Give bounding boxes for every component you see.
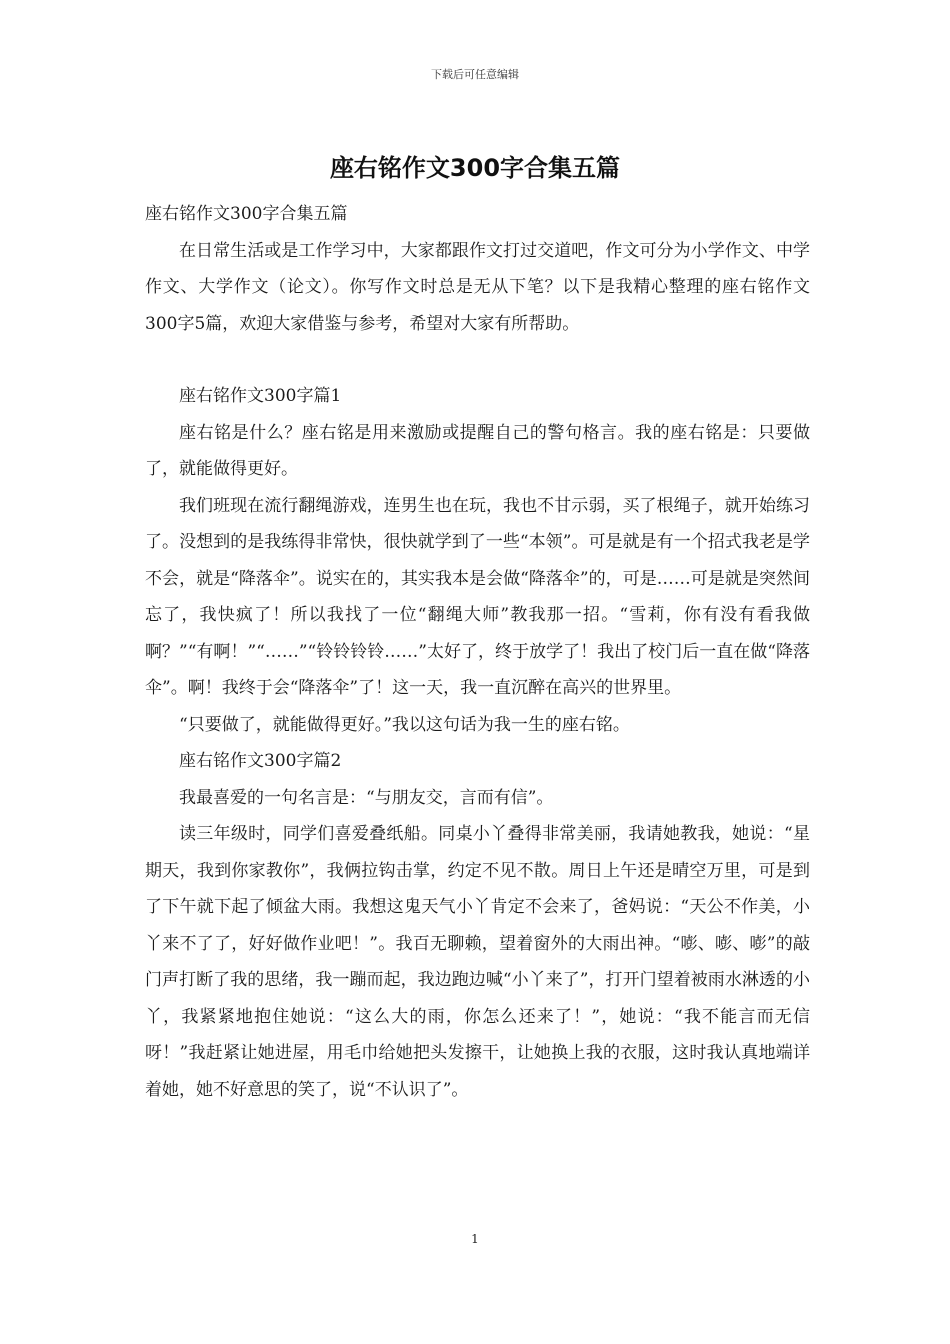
section-heading-2: 座右铭作文300字篇2: [179, 751, 342, 771]
section1-paragraph-1: 座右铭是什么？座右铭是用来激励或提醒自己的警句格言。我的座右铭是：只要做了，就能做得更好。: [145, 422, 810, 479]
section1-paragraph-2: 我们班现在流行翻绳游戏，连男生也在玩，我也不甘示弱，买了根绳子，就开始练习了。没想到的是我练得非常快，很快就学到了一些“本领”。可是就是有一个招式我老是学不会，就是“降落伞”。说实在的，其实我本是会做“降落伞”的，可是……可是就是突然间忘了，我快疯了！所以我找了一位“翻绳大师”教我那一招。“雪莉，你有没有看我做啊？”“有啊！”“……”“铃铃铃铃……”太好了，终于放学了！我出了校门后一直在做“降落伞”。啊！我终于会“降落伞”了！这一天，我一直沉醉在高兴的世界里。: [145, 495, 810, 698]
download-editable-note: 下载后可任意编辑: [431, 68, 519, 81]
section2-paragraph-2: 读三年级时，同学们喜爱叠纸船。同桌小丫叠得非常美丽，我请她教我，她说：“星期天，我到你家教你”，我俩拉钩击掌，约定不见不散。周日上午还是晴空万里，可是到了下午就下起了倾盆大雨。我想这鬼天气小丫肯定不会来了，爸妈说：“天公不作美，小丫来不了了，好好做作业吧！”。我百无聊赖，望着窗外的大雨出神。“嘭、嘭、嘭”的敲门声打断了我的思绪，我一蹦而起，我边跑边喊“小丫来了”，打开门望着被雨水淋透的小丫，我紧紧地抱住她说：“这么大的雨，你怎么还来了！”，她说：“我不能言而无信呀！”我赶紧让她进屋，用毛巾给她把头发擦干，让她换上我的衣服，这时我认真地端详着她，她不好意思的笑了，说“不认识了”。: [145, 824, 810, 1100]
intro-paragraph: 在日常生活或是工作学习中，大家都跟作文打过交道吧，作文可分为小学作文、中学作文、大学作文（论文）。你写作文时总是无从下笔？以下是我精心整理的座右铭作文300字5篇，欢迎大家借鉴与参考，希望对大家有所帮助。: [145, 240, 810, 334]
document-subtitle: 座右铭作文300字合集五篇: [145, 204, 348, 224]
section1-paragraph-3: “只要做了，就能做得更好。”我以这句话为我一生的座右铭。: [179, 714, 630, 735]
page-number: 1: [471, 1232, 479, 1246]
document-title: 座右铭作文300字合集五篇: [329, 154, 621, 182]
document-body: [145, 196, 810, 1108]
section-heading-1: 座右铭作文300字篇1: [179, 386, 342, 406]
section2-paragraph-1: 我最喜爱的一句名言是：“与朋友交，言而有信”。: [179, 787, 554, 808]
